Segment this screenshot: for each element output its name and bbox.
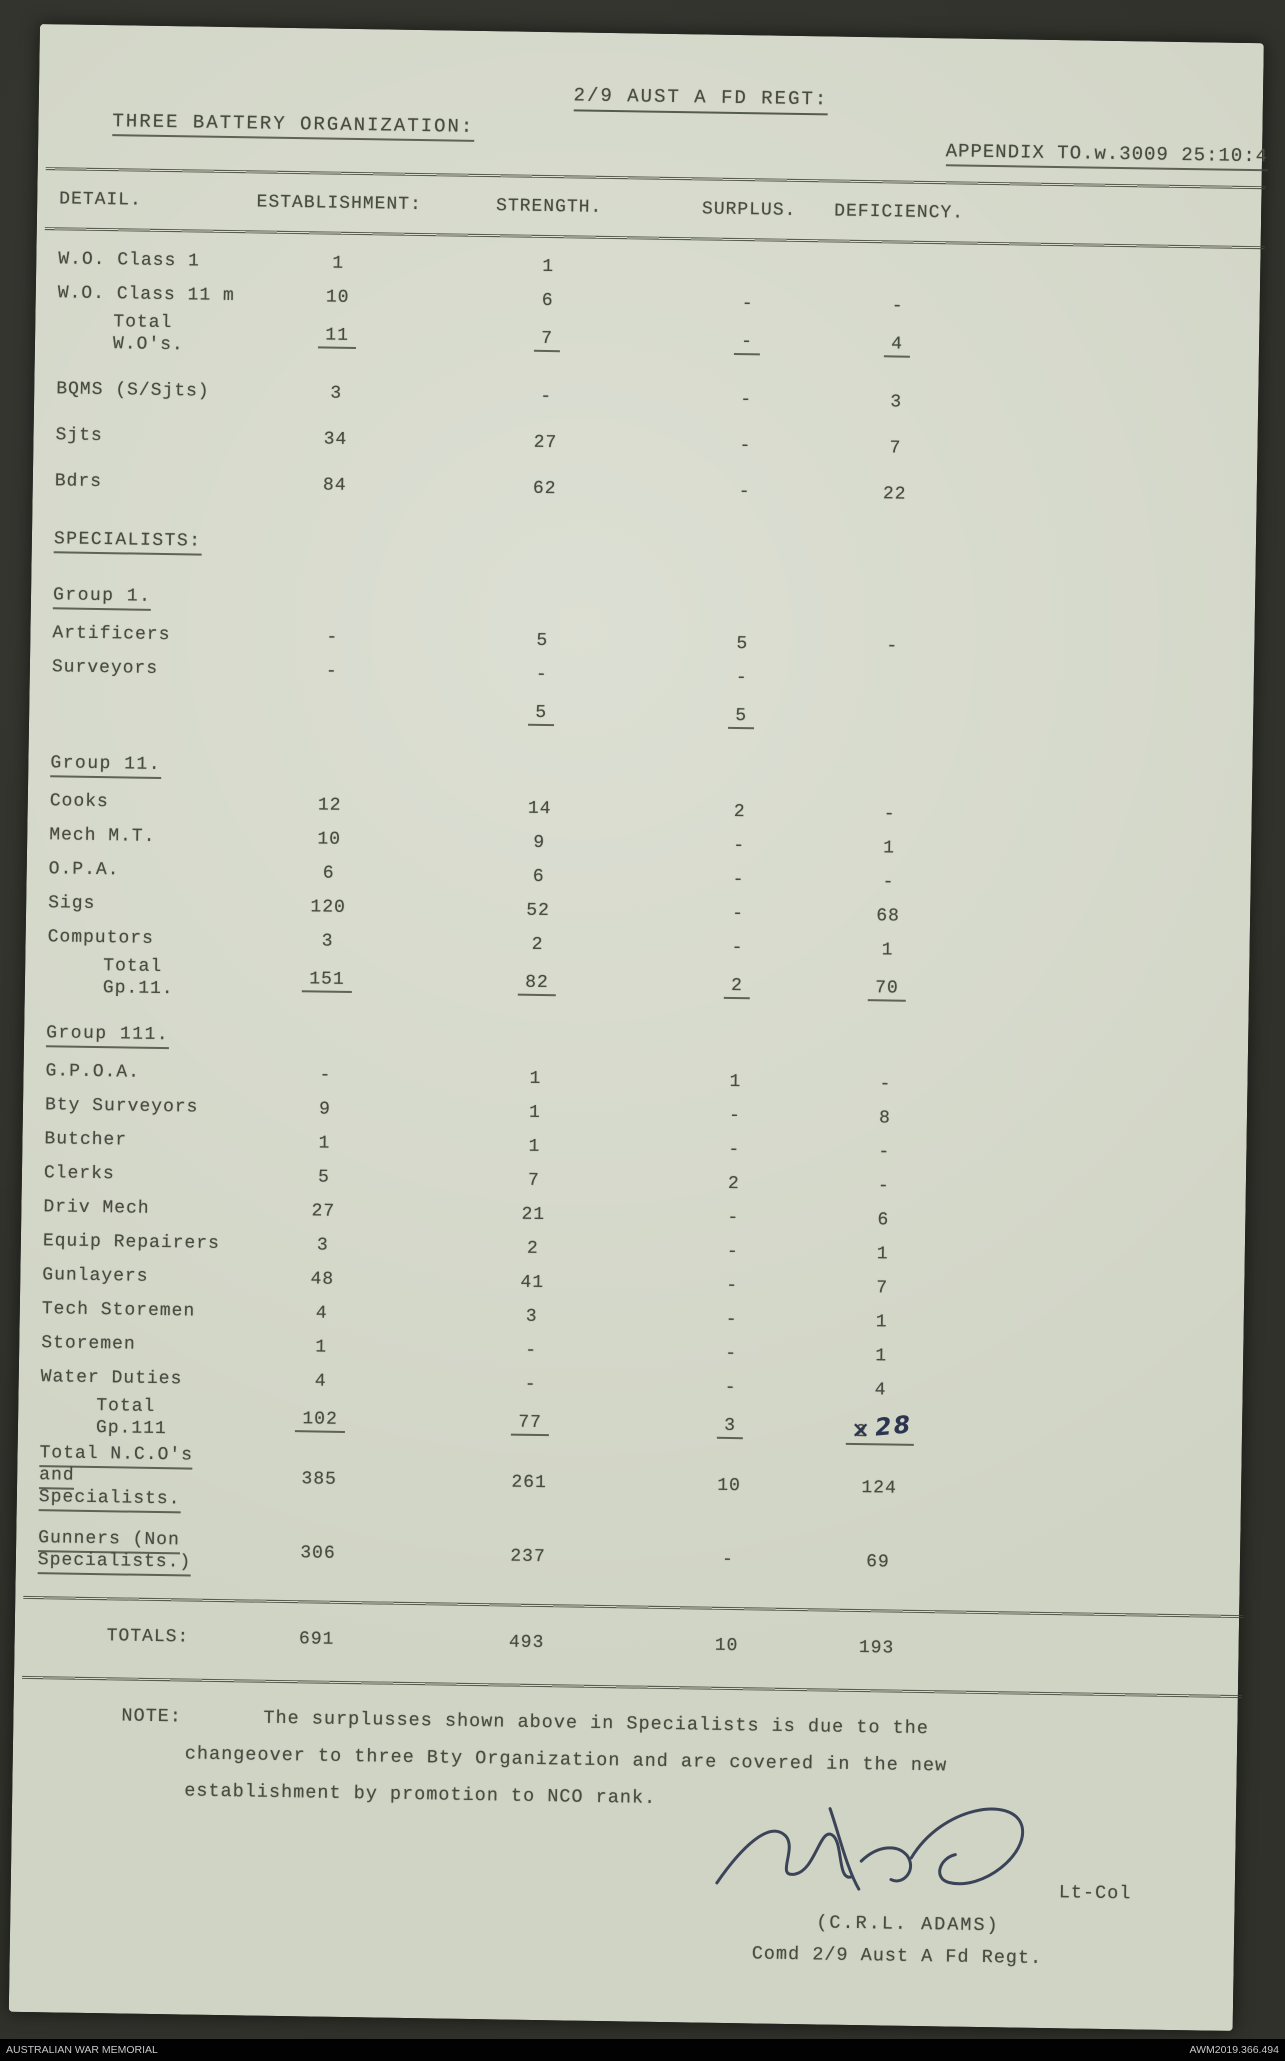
row-label: Gunlayers	[42, 1265, 149, 1287]
row-label: Total N.C.O's and Specialists.	[39, 1442, 230, 1511]
table-cell: 8	[878, 1108, 891, 1129]
horizontal-rule	[22, 1676, 1242, 1698]
table-cell: -	[535, 664, 548, 686]
table-cell: -	[886, 636, 899, 657]
table-cell: 21	[521, 1204, 546, 1226]
table-cell: 2	[727, 1173, 740, 1195]
table-cell: 1	[529, 1068, 542, 1090]
table-cell: -	[726, 1241, 739, 1263]
table-cell: -	[732, 869, 745, 891]
table-cell: 5	[317, 1167, 330, 1188]
row-label: Surveyors	[51, 657, 159, 679]
table-cell: 2	[657, 974, 817, 1000]
row-label: Water Duties	[40, 1367, 183, 1390]
table-cell: -	[877, 1176, 890, 1197]
table-cell: 3	[890, 392, 903, 413]
table-cell	[241, 709, 421, 712]
table-cell	[822, 679, 962, 681]
table-cell: -	[878, 1142, 891, 1163]
row-label: Computors	[47, 927, 155, 949]
table-cell: 7	[889, 438, 902, 459]
table-cell: 68	[876, 906, 901, 927]
table-cell: 1	[315, 1337, 328, 1358]
row-label: Bty Surveyors	[44, 1095, 199, 1118]
table-cell: 193	[858, 1638, 895, 1659]
table-cell: 11	[247, 324, 427, 350]
section-heading: Group 1.	[31, 578, 1041, 632]
table-cell: 7	[876, 1278, 889, 1299]
row-label	[51, 706, 241, 709]
table-cell: -	[319, 1065, 332, 1086]
row-label: W.O. Class 11 m	[57, 283, 235, 307]
archive-institution: AUSTRALIAN WAR MEMORIAL	[6, 2044, 158, 2056]
table-cell: -	[740, 390, 753, 411]
signoff-name: (C.R.L. ADAMS)	[816, 1912, 1000, 1937]
section-heading: Group 11.	[28, 746, 1038, 800]
row-label: Bdrs	[54, 471, 103, 493]
section-heading: Group 111.	[24, 1016, 1034, 1070]
table-cell: 22	[882, 484, 907, 505]
table-cell: -	[733, 835, 746, 857]
table-cell: 10	[325, 287, 350, 308]
table-cell: 27	[533, 432, 558, 454]
table-cell: 237	[510, 1546, 546, 1568]
table-cell: -	[879, 1074, 892, 1095]
table-cell: 12	[317, 795, 342, 816]
table-cell: 5	[661, 704, 821, 730]
table-cell	[821, 718, 961, 720]
column-header: SURPLUS.	[701, 199, 797, 221]
table-cell: -	[667, 330, 827, 356]
table-cell: -	[891, 296, 904, 317]
table-cell: 41	[520, 1272, 545, 1294]
row-label: TOTALS:	[106, 1626, 190, 1648]
table-cell: -	[721, 1549, 735, 1571]
table-cell: -	[540, 386, 553, 408]
table-cell: 7	[427, 327, 667, 354]
table-cell: 4	[874, 1380, 887, 1401]
table-cell: 2	[733, 801, 746, 823]
table-cell: -	[735, 668, 748, 689]
section-heading: SPECIALISTS:	[32, 522, 1042, 576]
column-header: STRENGTH.	[495, 196, 603, 218]
table-cell: 69	[865, 1552, 890, 1573]
row-label: Equip Repairers	[42, 1231, 221, 1254]
table-cell: 6	[532, 866, 545, 888]
table-cell: 52	[526, 900, 551, 922]
table-cell: -	[741, 294, 754, 315]
row-label: Total Gp.11.	[102, 956, 174, 1000]
table-cell: 14	[527, 798, 552, 820]
row-label: BQMS (S/Sjts)	[56, 379, 210, 402]
row-label: Tech Storemen	[41, 1299, 196, 1322]
table-cell: 7	[527, 1170, 540, 1191]
table-cell: 3	[316, 1235, 329, 1256]
archive-footer-bar	[0, 2039, 1285, 2061]
table-cell: 1	[332, 253, 345, 274]
table-cell: -	[739, 436, 752, 457]
table-cell: 4	[314, 1371, 327, 1392]
table-cell: -	[883, 804, 896, 825]
table-cell: 1	[528, 1136, 541, 1157]
column-header: ESTABLISHMENT:	[256, 192, 422, 216]
signature-ink	[710, 1783, 1052, 1918]
row-label: Clerks	[43, 1163, 115, 1185]
table-cell: 120	[310, 897, 347, 918]
table-cell: -	[731, 937, 744, 959]
table-cell: 261	[511, 1472, 548, 1494]
table-cell: 3	[650, 1414, 810, 1440]
table-row	[15, 1512, 1026, 1602]
table-cell: 9	[533, 832, 546, 854]
grand-totals-row	[14, 1610, 1025, 1676]
row-label: Mech M.T.	[49, 825, 156, 847]
signoff-rank: Lt-Col	[1058, 1882, 1132, 1905]
table-cell: 493	[508, 1632, 545, 1654]
table-cell: 306	[300, 1543, 336, 1564]
archive-accession-number: AWM2019.366.494	[1189, 2044, 1279, 2056]
table-cell: -	[732, 903, 745, 925]
table-cell: -	[726, 1275, 739, 1297]
doc-title: 2/9 AUST A FD REGT:	[139, 78, 1263, 118]
document-page	[9, 24, 1269, 2031]
table-cell: 10	[714, 1635, 739, 1657]
doc-subtitle: THREE BATTERY ORGANIZATION:	[112, 110, 474, 138]
row-label: Gunners (Non Specialists.)	[38, 1527, 229, 1574]
table-cell: 3	[330, 383, 343, 404]
table-cell: 34	[323, 429, 348, 450]
table-cell: 2 ✕ 28	[810, 1413, 950, 1446]
table-cell: 3	[321, 931, 334, 952]
table-cell	[828, 271, 968, 273]
table-body	[15, 242, 1046, 1602]
table-cell: 10	[717, 1475, 742, 1497]
table-cell: 1	[318, 1133, 331, 1154]
table-cell: 102	[230, 1408, 410, 1434]
table-cell: 385	[301, 1469, 338, 1490]
row-label: G.P.O.A.	[45, 1061, 141, 1083]
table-cell: 151	[237, 968, 417, 994]
table-cell: 84	[322, 475, 347, 496]
table-cell: 2	[526, 1238, 539, 1259]
note-text: The surplusses shown above in Specialists is due to the changeover to three Bty Organization and are covered in the new establishment by promotion to NCO rank.	[184, 1707, 948, 1809]
table-cell: 62	[532, 478, 557, 500]
table-cell: 77	[410, 1410, 650, 1437]
table-totals-row	[14, 1610, 1025, 1676]
table-cell: 4	[827, 333, 967, 358]
table-column-headers	[37, 182, 1047, 232]
doc-appendix: APPENDIX TO.w.3009 25:10:4	[945, 140, 1268, 167]
table-cell: -	[325, 661, 338, 682]
table-cell: 5	[421, 701, 661, 728]
table-cell: -	[882, 872, 895, 893]
table-cell: 5	[536, 630, 549, 652]
table-cell: 1	[876, 1244, 889, 1265]
table-cell: -	[326, 627, 339, 648]
note-label: NOTE:	[121, 1705, 183, 1728]
table-cell: -	[525, 1340, 538, 1361]
table-cell: 10	[317, 829, 342, 850]
table-cell: 9	[318, 1099, 332, 1120]
table-cell: 3	[525, 1306, 538, 1327]
row-label: Sjts	[55, 425, 103, 447]
table-cell: -	[524, 1374, 537, 1395]
table-cell: 48	[310, 1269, 335, 1290]
row-label: O.P.A.	[48, 859, 120, 881]
row-label: Total W.O's.	[112, 312, 184, 356]
table-cell: 1	[881, 940, 894, 961]
column-header: DETAIL.	[59, 189, 143, 211]
table-cell: 124	[861, 1478, 897, 1499]
table-cell: 82	[417, 971, 657, 998]
row-label: Driv Mech	[43, 1197, 150, 1219]
row-label: Artificers	[52, 623, 171, 646]
table-cell: -	[728, 1105, 741, 1127]
table-cell: -	[725, 1309, 738, 1331]
table-cell: 691	[298, 1629, 335, 1650]
table-cell: -	[727, 1207, 740, 1229]
table-cell: 70	[817, 977, 957, 1002]
table-cell: -	[725, 1343, 738, 1365]
row-label: Cooks	[49, 791, 109, 813]
column-header: DEFICIENCY.	[834, 201, 965, 224]
table-cell: 1	[729, 1071, 742, 1093]
signoff-position: Comd 2/9 Aust A Fd Regt.	[751, 1943, 1043, 1969]
table-cell: 1	[883, 838, 896, 859]
table-cell: 1	[875, 1312, 888, 1333]
row-label: Sigs	[48, 893, 96, 914]
table-cell: 6	[541, 290, 554, 312]
table-cell: 27	[311, 1201, 336, 1222]
table-cell: -	[738, 482, 751, 503]
row-label: W.O. Class 1	[58, 249, 201, 272]
table-cell: -	[724, 1377, 737, 1399]
table-cell: 1	[528, 1102, 542, 1124]
table-cell: 1	[542, 256, 555, 278]
row-label: Storemen	[41, 1333, 136, 1355]
table-cell	[668, 269, 828, 272]
table-cell: 1	[875, 1346, 888, 1367]
table-cell: 2	[531, 934, 544, 956]
table-cell: 6	[322, 863, 335, 884]
row-label: Butcher	[44, 1129, 128, 1151]
table-cell: 6	[877, 1210, 890, 1231]
table-cell: 4	[315, 1303, 328, 1324]
row-label: Total Gp.111	[95, 1396, 167, 1440]
table-cell: 5	[736, 634, 749, 655]
table-cell: -	[728, 1139, 741, 1161]
